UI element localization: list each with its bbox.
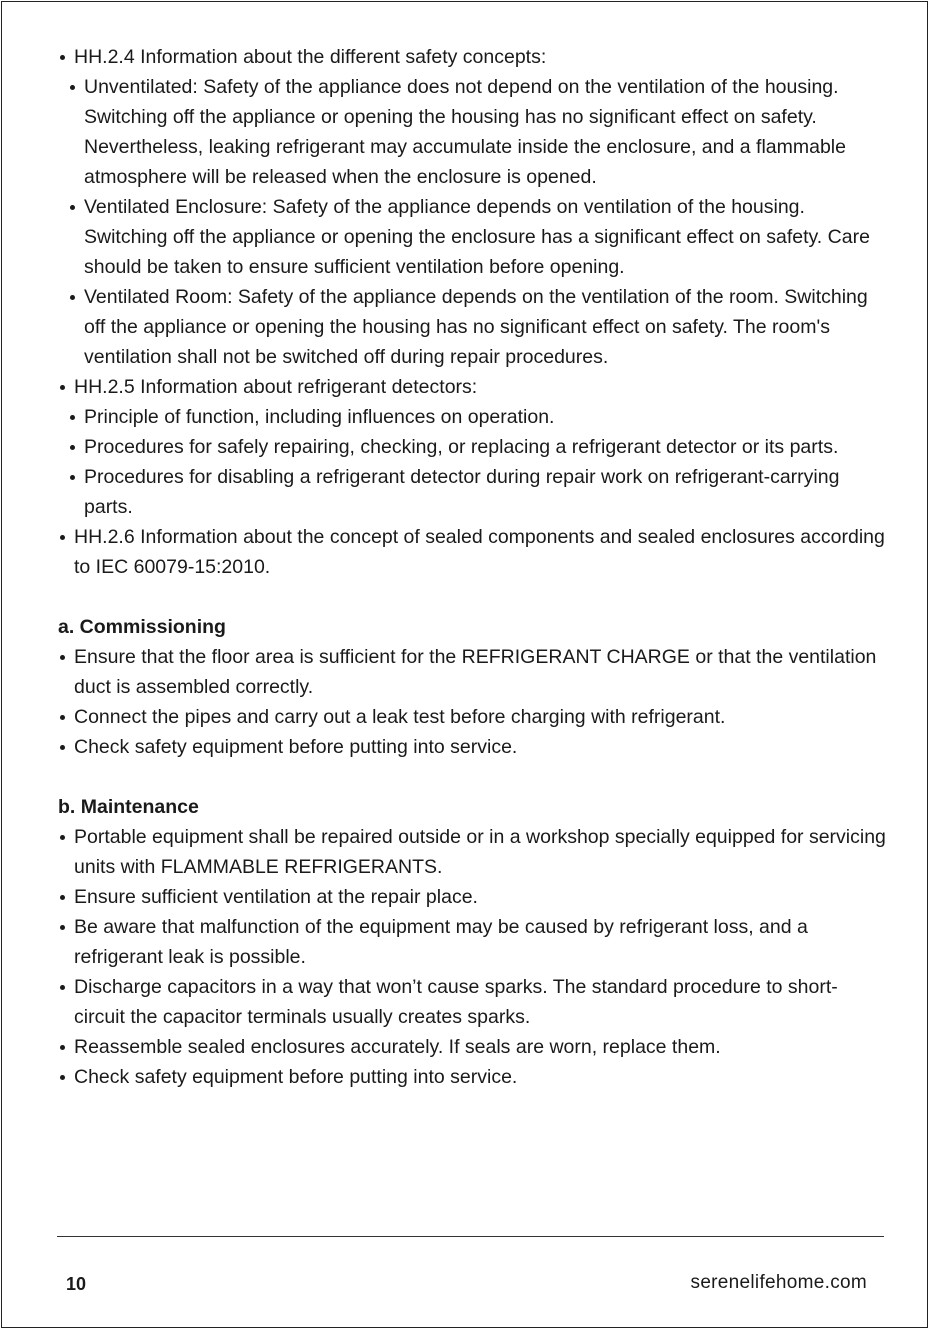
commissioning-list — [58, 642, 888, 762]
hh25-sublist — [68, 402, 888, 522]
footer-divider — [57, 1236, 884, 1237]
list-item: Ventilated Room: Safety of the appliance depends on the ventilation of the room. Switching off the appliance or opening the housing has no significant effect on safety. The room's ventilation shall not be switched off during repair procedures. — [68, 282, 888, 372]
commissioning-heading: a. Commissioning — [58, 616, 226, 638]
list-item: Ensure that the floor area is sufficient for the REFRIGERANT CHARGE or that the ventilation duct is assembled correctly. — [58, 642, 888, 702]
hh26-item: HH.2.6 Information about the concept of sealed components and sealed enclosures according to IEC 60079-15:2010. — [58, 522, 888, 582]
website-url[interactable]: serenelifehome.com — [690, 1272, 867, 1293]
hh25-item — [58, 372, 888, 522]
hh25-title: HH.2.5 Information about refrigerant detectors: — [74, 376, 478, 398]
page-content — [58, 42, 888, 1092]
list-item: Reassemble sealed enclosures accurately. If seals are worn, replace them. — [58, 1032, 888, 1062]
hh24-item — [58, 42, 888, 372]
hh24-sublist — [68, 72, 888, 372]
hh24-title: HH.2.4 Information about the different safety concepts: — [74, 46, 547, 68]
list-item: Connect the pipes and carry out a leak test before charging with refrigerant. — [58, 702, 888, 732]
list-item: Procedures for disabling a refrigerant detector during repair work on refrigerant-carrying parts. — [68, 462, 888, 522]
list-item: Check safety equipment before putting into service. — [58, 732, 888, 762]
maintenance-list — [58, 822, 888, 1092]
list-item: Procedures for safely repairing, checking, or replacing a refrigerant detector or its parts. — [68, 432, 888, 462]
hh-section-list — [58, 42, 888, 582]
list-item: Ensure sufficient ventilation at the repair place. — [58, 882, 888, 912]
list-item: Check safety equipment before putting into service. — [58, 1062, 888, 1092]
list-item: Portable equipment shall be repaired outside or in a workshop specially equipped for servicing units with FLAMMABLE REFRIGERANTS. — [58, 822, 888, 882]
page-number: 10 — [66, 1274, 87, 1294]
list-item: Principle of function, including influences on operation. — [68, 402, 888, 432]
list-item: Unventilated: Safety of the appliance does not depend on the ventilation of the housing. Switching off the appliance or opening the housing has no significant effect on safety. Nevertheless, leaking refrigerant may accumulate inside the enclosure, and a flammable atmosphere will be released when the enclosure is opened. — [68, 72, 888, 192]
maintenance-heading: b. Maintenance — [58, 796, 199, 818]
list-item: Be aware that malfunction of the equipment may be caused by refrigerant loss, and a refrigerant leak is possible. — [58, 912, 888, 972]
list-item: Discharge capacitors in a way that won’t cause sparks. The standard procedure to short-circuit the capacitor terminals usually creates sparks. — [58, 972, 888, 1032]
list-item: Ventilated Enclosure: Safety of the appliance depends on ventilation of the housing. Switching off the appliance or opening the enclosure has a significant effect on safety. Care should be taken to ensure sufficient ventilation before opening. — [68, 192, 888, 282]
